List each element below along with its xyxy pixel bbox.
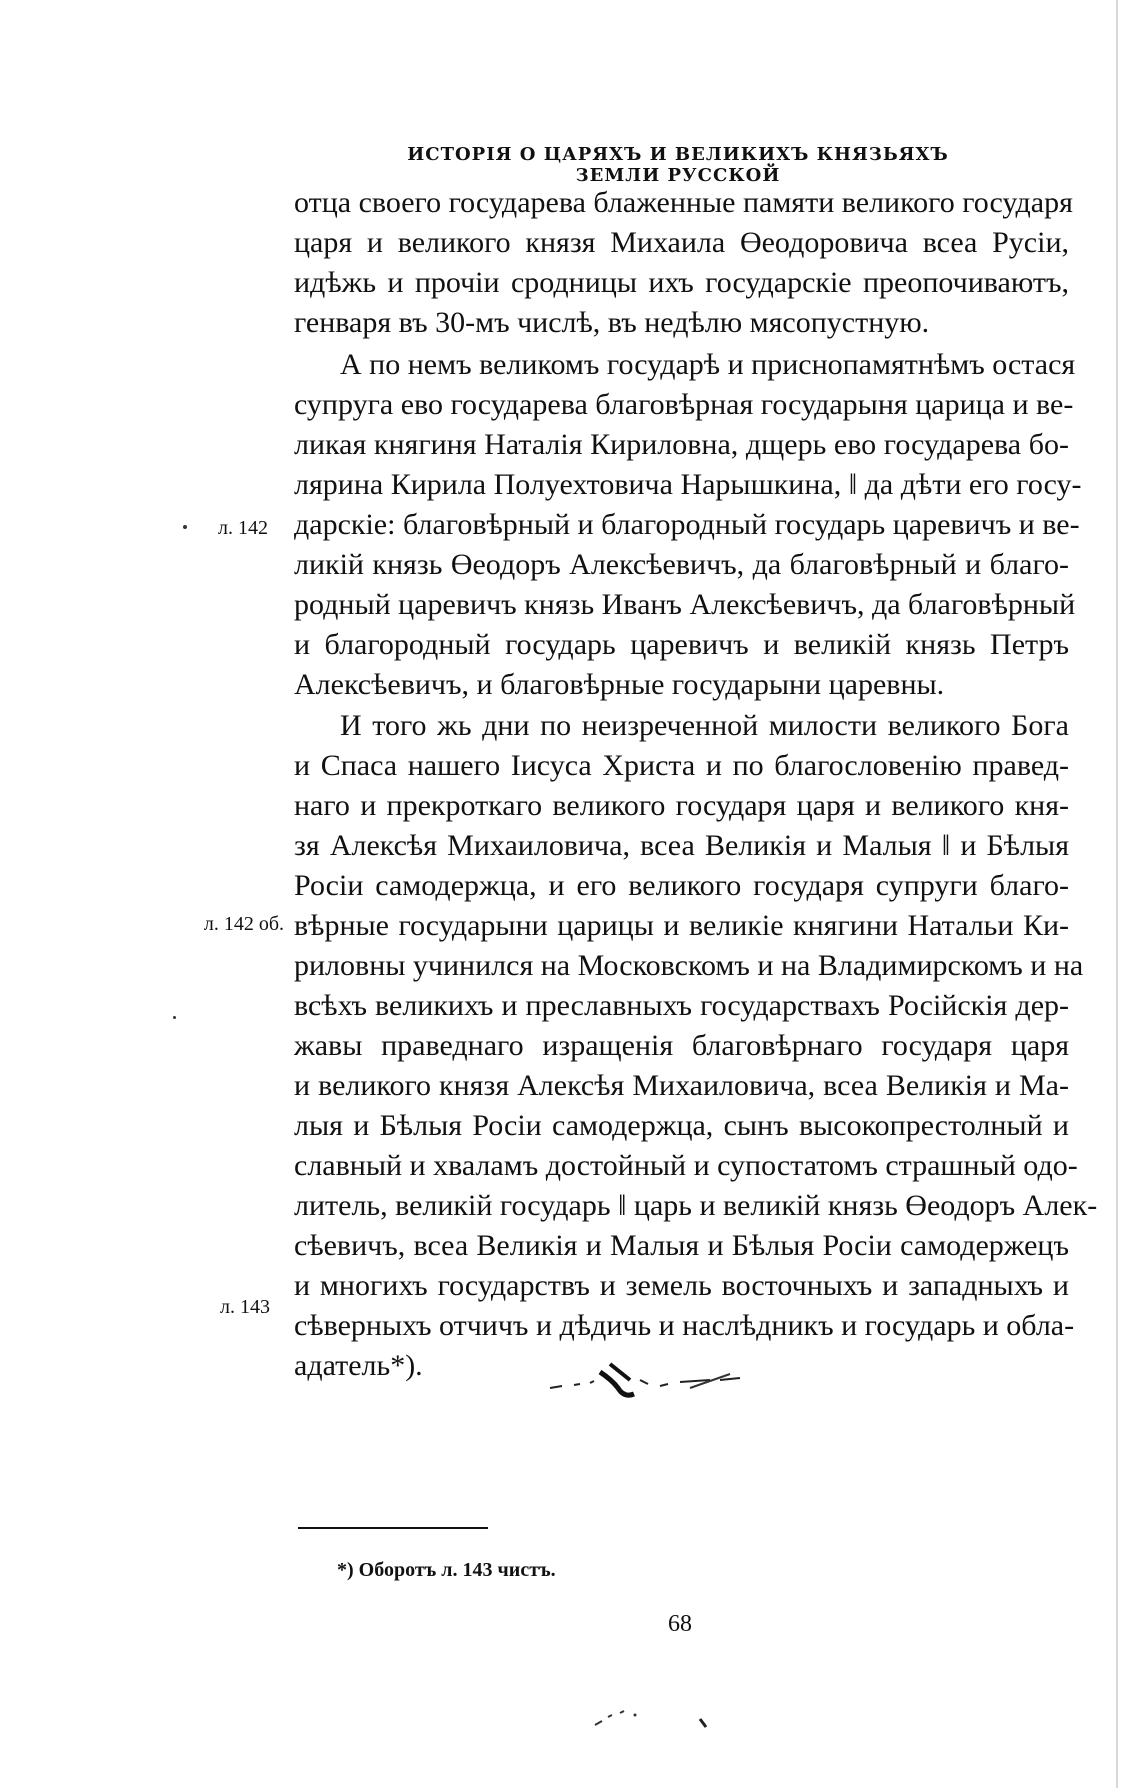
margin-note-folio: л. 143 <box>220 1296 270 1318</box>
text-line: ликая княгиня Наталія Кириловна, дщерь ево государева бо- <box>294 428 1069 461</box>
text-line: Алексѣевичъ, и благовѣрные государыни царевны. <box>294 668 945 701</box>
text-line: зя Алексѣя Михаиловича, всеа Великія и Малыя ‖ и Бѣлыя <box>294 829 1069 862</box>
ink-speck <box>173 1016 176 1019</box>
text-line: наго и прекроткаго великого государя царя и великого кня- <box>294 789 1069 822</box>
text-line: сѣевичъ, всеа Великія и Малыя и Бѣлыя Росіи самодержецъ <box>294 1229 1069 1262</box>
text-line: И того жь дни по неизреченной милости великого Бога <box>340 709 1069 742</box>
text-line: славный и хваламъ достойный и супостатомъ страшный одо- <box>294 1149 1078 1182</box>
text-line: супруга ево государева благовѣрная государыня царица и ве- <box>294 388 1074 421</box>
decorative-scribble-icon <box>540 1350 790 1410</box>
text-line: лыя и Бѣлыя Росіи самодержца, сынъ высокопрестолный и <box>294 1109 1069 1142</box>
text-line: вѣрные государыни царицы и великіе княгини Натальи Ки- <box>294 909 1069 942</box>
margin-note-folio: л. 142 об. <box>203 913 284 935</box>
text-line: и великого князя Алексѣя Михаиловича, всеа Великія и Ма- <box>294 1069 1069 1102</box>
text-line: идѣжь и прочіи сродницы ихъ государскіе преопочиваютъ, <box>294 266 1069 299</box>
text-line: и благородный государь царевичъ и великій князь Петръ <box>294 628 1069 661</box>
margin-note-folio: л. 142 <box>218 517 268 539</box>
text-line: Росіи самодержца, и его великого государя супруги благо- <box>294 869 1069 902</box>
text-line: отца своего государева блаженные памяти великого государя <box>294 186 1073 219</box>
text-line: адатель*). <box>294 1349 423 1382</box>
text-line: сѣверныхъ отчичъ и дѣдичь и наслѣдникъ и государь и обла- <box>294 1309 1075 1342</box>
text-line: литель, великій государь ‖ царь и великій князь Өеодоръ Алек- <box>294 1189 1098 1222</box>
text-line: ликій князь Өеодоръ Алексѣевичъ, да благовѣрный и благо- <box>294 548 1069 581</box>
text-line: А по немъ великомъ государѣ и приснопамятнѣмъ остася <box>340 348 1076 381</box>
text-line: риловны учинился на Московскомъ и на Владимирскомъ и на <box>294 949 1084 982</box>
page-edge-shadow <box>1116 0 1118 1788</box>
text-line: жавы праведнаго изращенія благовѣрнаго государя царя <box>294 1029 1069 1062</box>
text-line: генваря въ 30-мъ числѣ, въ недѣлю мясопустную. <box>294 306 930 339</box>
footnote-rule <box>298 1527 488 1529</box>
footnote: *) Оборотъ л. 143 чистъ. <box>337 1559 556 1581</box>
text-line: лярина Кирила Полуехтовича Нарышкина, ‖ да дѣти его госу- <box>294 468 1082 501</box>
text-line: родный царевичъ князь Иванъ Алексѣевичъ, да благовѣрный <box>294 588 1076 621</box>
text-line: дарскіе: благовѣрный и благородный государь царевичъ и ве- <box>294 508 1080 541</box>
running-header: ИСТОРІЯ О ЦАРЯХЪ И ВЕЛИКИХЪ КНЯЗЬЯХЪ ЗЕМЛИ РУССКОЙ <box>407 144 949 186</box>
text-line: царя и великого князя Михаила Өеодоровича всеа Русіи, <box>294 226 1069 259</box>
decorative-specks-icon <box>590 1695 740 1735</box>
text-line: и многихъ государствъ и земель восточныхъ и западныхъ и <box>294 1269 1069 1302</box>
text-line: и Спаса нашего Іисуса Христа и по благословенію правед- <box>294 749 1069 782</box>
text-line: всѣхъ великихъ и преславныхъ государствахъ Російскія дер- <box>294 989 1069 1022</box>
page-number: 68 <box>668 1611 692 1637</box>
ink-speck <box>183 525 187 529</box>
